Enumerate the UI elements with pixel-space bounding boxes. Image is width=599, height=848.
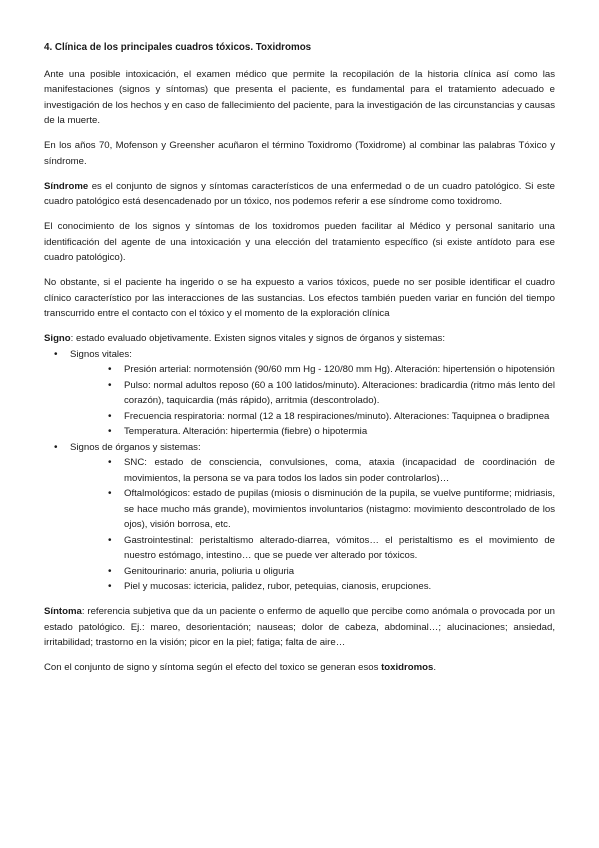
list-item: • Oftalmológicos: estado de pupilas (miosis o disminución de la pupila, se vuelve puntiforme; midriasis, se hace mucho más grande), movimientos involuntarios (nistagmo: movimiento descontrolado de los ojos), visión borrosa, etc.	[70, 486, 555, 533]
closing-text: Con el conjunto de signo y síntoma según el efecto del toxico se generan esos	[44, 662, 382, 673]
list-item: • Gastrointestinal: peristaltismo alterado-diarrea, vómitos… el peristaltismo es el movimiento de nuestro estómago, intestino… que se puede ver alterado por tóxicos.	[70, 533, 555, 564]
vitales-sublist	[70, 362, 555, 440]
paragraph-interactions: No obstante, si el paciente ha ingerido o se ha expuesto a varios tóxicos, puede no ser posible identificar el cuadro clínico característico por las interacciones de las sustancias. Los efectos también pueden variar en función del tiempo transcurrido entre el contacto con el tóxico y el momento de la exploración clínica	[44, 277, 555, 319]
sindrome-definition: es el conjunto de signos y síntomas característicos de una enfermedad o de un cuadro patológico. Si este cuadro patológico está desencadenado por un tóxico, nos podemos referir a ese síndrome como toxidromo.	[44, 180, 555, 207]
organos-label: Signos de órganos y sistemas:	[70, 441, 201, 453]
signo-definition	[44, 331, 555, 347]
term-toxidromos: toxidromos	[381, 662, 434, 673]
term-sindrome: Síndrome	[44, 180, 89, 192]
list-item: • Frecuencia respiratoria: normal (12 a 18 respiraciones/minuto). Alteraciones: Taquipnea o bradipnea	[70, 409, 555, 425]
list-item-organos	[44, 440, 555, 595]
list-item: • Temperatura. Alteración: hipertermia (fiebre) o hipotermia	[70, 424, 555, 440]
vitales-label: Signos vitales:	[70, 348, 132, 360]
sintoma-text: : referencia subjetiva que da un paciente o enfermo de aquello que percibe como anómala o provocada por un estado patológico. Ej.: mareo, desorientación; nauseas; dolor de cabeza, abdominal…; alucinaciones; ansiedad, irritabilidad; trastorno en la visión; picor en la piel; fatiga; falta de aire…	[44, 606, 555, 648]
signo-section	[44, 331, 555, 595]
section-heading: 4. Clínica de los principales cuadros tóxicos. Toxidromos	[44, 42, 312, 53]
paragraph-sintoma	[44, 604, 555, 651]
paragraph-intro: Ante una posible intoxicación, el examen médico que permite la recopilación de la historia clínica así como las manifestaciones (signos y síntomas) que presenta el paciente, es fundamental para el tratamiento adecuado e investigación de los hechos y en caso de fallecimiento del paciente, para la investigación de las circunstancias y causas de la muerte.	[44, 68, 555, 126]
term-signo: Signo	[44, 333, 71, 344]
closing-end: .	[433, 662, 436, 673]
signo-list	[44, 347, 555, 595]
paragraph-sindrome	[44, 179, 555, 210]
list-item: • Genitourinario: anuria, poliuria u oliguria	[70, 564, 555, 580]
signo-text: : estado evaluado objetivamente. Existen signos vitales y signos de órganos y sistemas:	[70, 333, 446, 344]
paragraph-knowledge: El conocimiento de los signos y síntomas de los toxidromos pueden facilitar al Médico y personal sanitario una identificación del agente de una intoxicación y una elección del tratamiento específico (si existe antídoto para ese cuadro patológico).	[44, 221, 555, 263]
list-item: • Piel y mucosas: ictericia, palidez, rubor, petequias, cianosis, erupciones.	[70, 579, 555, 595]
paragraph-history: En los años 70, Mofenson y Greensher acuñaron el término Toxidromo (Toxidrome) al combinar las palabras Tóxico y síndrome.	[44, 140, 555, 167]
list-item: • Pulso: normal adultos reposo (60 a 100 latidos/minuto). Alteraciones: bradicardia (ritmo más lento del corazón), taquicardia (más rápido), arritmia (descontrolado).	[70, 378, 555, 409]
list-item: • SNC: estado de consciencia, convulsiones, coma, ataxia (incapacidad de coordinación de movimientos, la persona se va para todos los lados sin poder controlarlos)…	[70, 455, 555, 486]
list-item: • Presión arterial: normotensión (90/60 mm Hg - 120/80 mm Hg). Alteración: hipertensión o hipotensión	[70, 362, 555, 378]
term-sintoma: Síntoma	[44, 606, 82, 617]
list-item-vitales	[44, 347, 555, 440]
paragraph-closing	[44, 660, 555, 676]
organos-sublist	[70, 455, 555, 595]
